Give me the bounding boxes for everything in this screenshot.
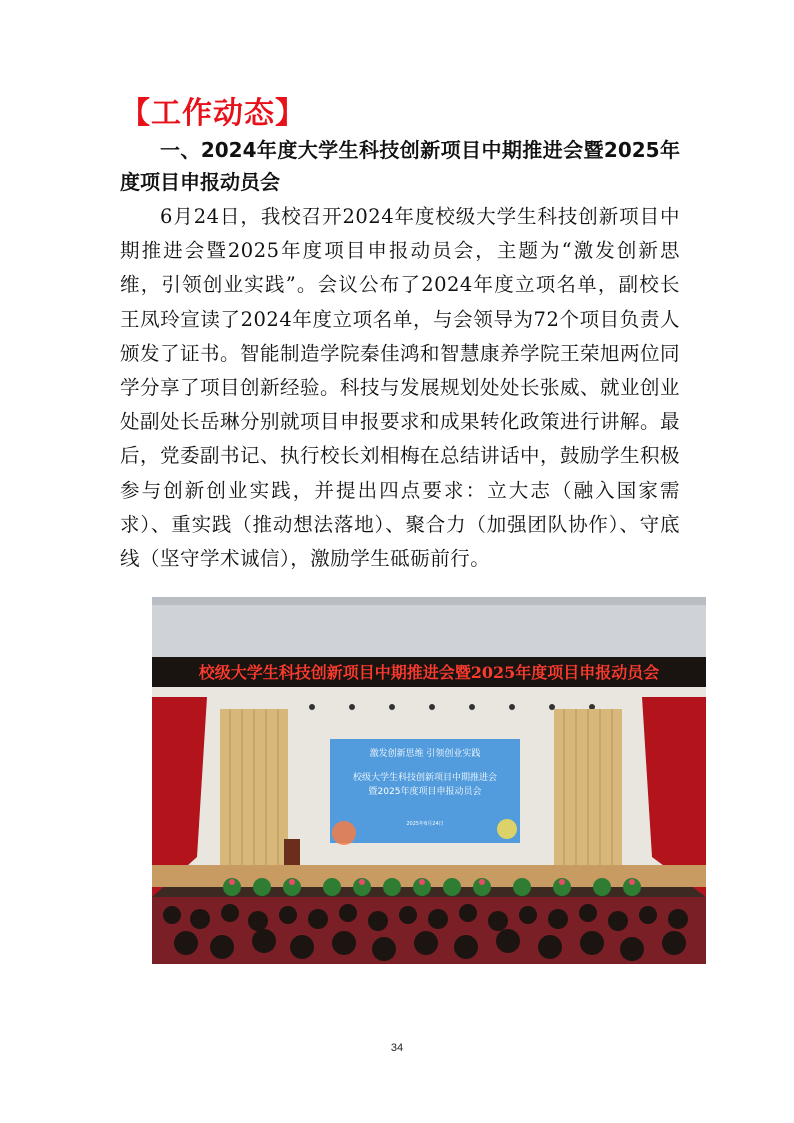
banner-text: 校级大学生科技创新项目中期推进会暨2025年度项目申报动员会	[198, 663, 660, 682]
page-number: 34	[390, 1042, 404, 1054]
article-body: 6月24日，我校召开2024年度校级大学生科技创新项目中期推进会暨2025年度项目申报动员会，主题为“激发创新思维，引领创业实践”。会议公布了2024年度立项名单，副校长王凤玲宣读了2024年度立项名单，与会领导为72个项目负责人颁发了证书。智能制造学院秦佳鸿和智慧康养学院王荣旭两位同学分享了项目创新经验。科技与发展规划处处长张威、就业创业处副处长岳琳分别就项目申报要求和成果转化政策进行讲解。最后，党委副书记、执行校长刘相梅在总结讲话中，鼓励学生积极参与创新创业实践，并提出四点要求：立大志（融入国家需求）、重实践（推动想法落地）、聚合力（加强团队协作）、守底线（坚守学术诚信），激励学生砥砺前行。	[120, 205, 681, 571]
podium	[284, 839, 300, 869]
screen-slogan: 激发创新思维 引领创业实践	[369, 749, 481, 759]
section-heading: 【工作动态】	[120, 96, 306, 131]
screen-title-line2: 暨2025年度项目申报动员会	[368, 787, 482, 797]
article-title: 一、2024年度大学生科技创新项目中期推进会暨2025年度项目申报动员会	[120, 138, 680, 194]
ceiling	[152, 597, 706, 657]
screen-title-line1: 校级大学生科技创新项目中期推进会	[352, 773, 498, 783]
event-photo	[152, 597, 706, 964]
screen-date: 2025年6月24日	[406, 821, 444, 827]
